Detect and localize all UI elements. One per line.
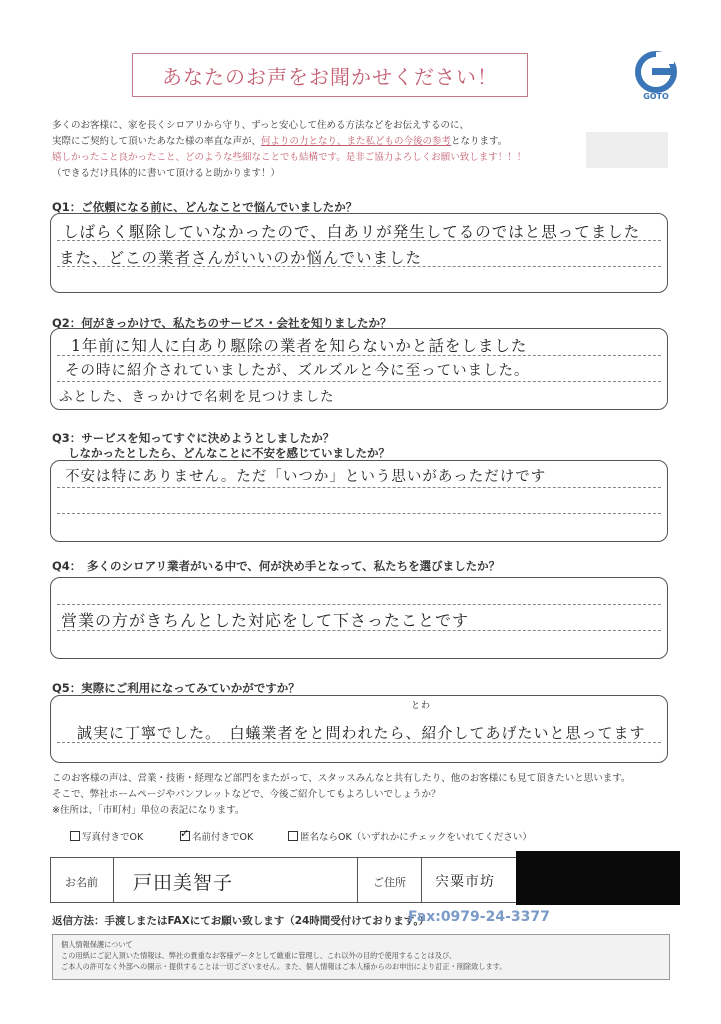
q2-answer-box [50,328,668,410]
q3-answer-line-1: 不安は特にありません。ただ「いつか」という思いがあっただけです [65,469,547,485]
photo-ok-checkbox[interactable] [70,829,143,843]
name-ok-label: 名前付きでOK [192,832,254,843]
notes-line-3: ※住所は、「市町村」単位の表記になります。 [52,805,245,816]
privacy-notice [52,934,670,980]
logo-text: GOTO [643,92,669,101]
anonymous-ok-label: 匿名ならOK（いずれかにチェックをいれてください） [300,832,532,843]
intro-line-2a: 実際にご契約して頂いたあなた様の率直な声が、 [52,136,262,147]
privacy-title: 個人情報保護について [61,940,133,949]
privacy-line-2: ご本人の許可なく外部への開示・提供することは一切ございません。また、個人情報はご本人様からのお申出により訂正・削除致します。 [61,962,507,971]
name-ok-checkbox[interactable] [180,829,253,843]
q5-answer-line-1: 誠実に丁寧でした。 白蟻業者をと問われたら、紹介してあげたいと思ってます [77,724,646,742]
q1-answer-box [50,213,668,293]
intro-line-3: 嬉しかったこと良かったこと、どのような些細なことでも結構です。是非ご協力よろしくお願い致します！！！ [52,152,527,163]
checkbox-checked-icon [180,831,190,841]
notes-line-2: そこで、弊社ホームページやパンフレットなどで、今後ご紹介してもよろしいでしょうか？ [52,789,441,800]
q1-label: Q1：ご依頼になる前に、どんなことで悩んでいましたか？ [52,200,358,214]
intro-line-2c: となります。 [451,136,508,147]
q5-annotation: とわ [411,701,432,711]
fax-number: Fax:0979-24-3377 [408,909,550,925]
privacy-line-1: この用紙にご記入頂いた情報は、弊社の貴重なお客様データとして厳重に管理し、これ以外の目的で使用することは及び、 [61,951,457,960]
q2-answer-line-1: 1年前に知人に白あり駆除の業者を知らないかと話をしました [71,337,528,355]
intro-text [52,118,612,182]
q3-label: Q3：サービスを知ってすぐに決めようとしましたか？ [52,431,335,445]
notes-line-1: このお客様の声は、営業・技術・経理など部門をまたがって、スタッスみんなと共有したり、他のお客様にも見て頂きたいと思います。 [52,773,631,784]
q4-label: Q4： 多くのシロアリ業者がいる中で、何が決め手となって、私たちを選びましたか？ [52,559,501,573]
q1-answer-line-1: しばらく駆除していなかったので、白あリが発生してるのではと思ってました [63,223,641,241]
q3-answer-box [50,460,668,542]
return-method: 返信方法：手渡しまたはFAXにてお願い致します（24時間受付けております。） [52,915,430,927]
faded-stamp-icon [582,128,672,172]
redaction-block [516,851,680,905]
intro-line-2-highlight: 何よりの力となり、また私どもの今後の参考 [261,136,452,147]
name-label: お名前 [65,876,98,889]
checkbox-icon [288,831,298,841]
q2-answer-line-2: その時に紹介されていましたが、ズルズルと今に至っていました。 [65,363,530,379]
checkbox-icon [70,831,80,841]
anonymous-ok-checkbox[interactable] [288,829,532,843]
intro-line-4: （できるだけ具体的に書いて頂けると助かります！） [52,168,281,179]
q2-answer-line-3: ふとした、きっかけで名刺を見つけました [59,389,335,405]
address-label: ご住所 [373,876,406,889]
intro-line-1: 多くのお客様に、家を長くシロアリから守り、ずっと安心して住める方法などをお伝えするのに、 [52,120,470,131]
q1-answer-line-2: また、どこの業者さんがいいのか悩んでいました [59,249,423,267]
page-title: あなたのお声をお聞かせください！ [132,53,528,97]
photo-ok-label: 写真付きでOK [82,832,144,843]
intro-line-2 [52,134,612,150]
q5-answer-box [50,695,668,763]
q2-label: Q2：何がきっかけで、私たちのサービス・会社を知りましたか？ [52,316,392,330]
name-value[interactable]: 戸田美智子 [133,872,234,894]
q3-label-2: しなかったとしたら、どんなことに不安を感じていましたか？ [68,446,390,460]
address-value[interactable]: 宍粟市坊 [435,874,495,890]
q4-answer-box [50,577,668,659]
q5-label: Q5：実際にご利用になってみていかがですか？ [52,681,300,695]
q4-answer-line-1: 営業の方がきちんとした対応をして下さったことです [61,611,470,630]
